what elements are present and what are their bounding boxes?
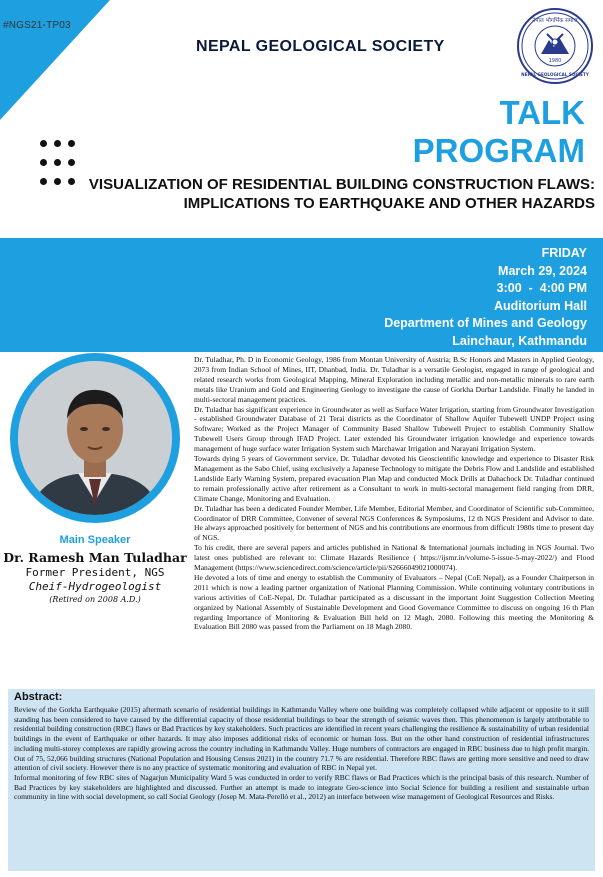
talk-line-2: PROGRAM bbox=[412, 132, 585, 169]
event-details bbox=[384, 245, 587, 350]
society-seal-icon bbox=[517, 8, 593, 84]
event-day: FRIDAY bbox=[541, 246, 587, 260]
abstract-paragraph: Review of the Gorkha Earthquake (2015) aftermath scenario of residential buildings in Kathmandu Valley where one building was completely collapsed while adjacent or opposite to it still standing has been considered to have caused by the differential capacity of those residential buildings to bear the strength of seismic waves then. This phenomenon is largely attributable to residential building construction (RBC) flaws or Bad Practices by key stakeholders. Such practices are identified in recent years challenging the resilience & sustainability of urban residential buildings in the event of Earthquake or other hazards. It may also imposes additional risks of economic or human loss. But on the other hand construction of residential infrastructures including multi-storey complexes are rapidly growing across the country including in Kathmandu Valley. Huge numbers of contractors are engaged in RBC business due to high profit margin. Out of 75, 52,066 building structures (National Population and Housing Census 2021) in the country 71.7 % are residential. Therefore RBC flaws are getting more sensitive and need to draw attention of civil society. However there is no any practice of systematic monitoring and evaluation of RBC in Nepal yet. bbox=[14, 705, 589, 773]
corner-accent bbox=[0, 0, 110, 120]
dot bbox=[54, 140, 61, 147]
poster-tag: #NGS21-TP03 bbox=[3, 20, 71, 31]
abstract-heading: Abstract: bbox=[14, 691, 63, 703]
organization-name: NEPAL GEOLOGICAL SOCIETY bbox=[196, 38, 445, 55]
dot bbox=[68, 140, 75, 147]
bio-paragraph: Dr. Tuladhar has been a dedicated Founder Member, Life Member, Editorial Member, and Coordinator of Scientific sub-Committee, Coordinator of DRR Committee, Convener of several NGS Conferences & Symposiums, 12 th NGS President and Advisor to date. He always approached positively for betterment of NGS and his contributions are enormous from difficult 1980s time to present day of NGS. bbox=[194, 503, 594, 543]
speaker-name: Dr. Ramesh Man Tuladhar bbox=[3, 550, 187, 565]
bio-paragraph: He devoted a lots of time and energy to establish the Community of Evaluators – Nepal (CoE Nepal), as a Founder Chairperson in 2011 which is now a leading partner organization of National Planning Commission. While continuing voluntary contributions in various activities of CoE-Nepal, Dr. Tuladhar participated as a discussant in the important Joint Suggestion Collection Meeting organized by National Assembly of Sustainable Development and Good Governance Committee to discuss on ongoing 16 th Plan regarding Importance of Monitoring & Evaluation Bill held on 12 Magh, 2080. Following this meeting the Monitoring & Evaluation Bill 2080 was passed from the Parliament on 18 Magh 2080. bbox=[194, 572, 594, 632]
event-time: 3:00 - 4:00 PM bbox=[496, 281, 587, 295]
talk-title bbox=[70, 175, 595, 213]
speaker-photo bbox=[18, 361, 172, 515]
speaker-block bbox=[0, 534, 190, 604]
event-department: Department of Mines and Geology bbox=[384, 316, 587, 330]
dot bbox=[68, 159, 75, 166]
main-speaker-label: Main Speaker bbox=[59, 534, 131, 546]
speaker-role-2: Cheif-Hydrogeologist bbox=[28, 580, 162, 593]
seal-bottom-text: NEPAL GEOLOGICAL SOCIETY bbox=[521, 72, 589, 77]
event-venue: Auditorium Hall bbox=[493, 298, 587, 313]
bio-paragraph: Dr. Tuladhar has significant experience in Groundwater as well as Surface Water Irrigation, starting from Groundwater Investigation - established Groundwater Database of 21 Terai districts as the Coordinator of Shallow Aquifer Tubewell UNDP Project using Software; Worked as the Project Manager of Community Based Shallow Tubewell Project to establish Community Shallow Tubewell Users Group through IFAD Project. Later extended his Groundwater irrigation knowledge and experience towards management of huge surface water Irrigation System such Marchawar Irrigation and Narayani Irrigation System. bbox=[194, 404, 594, 454]
abstract-paragraph: Informal monitoring of few RBC sites of Nagarjun Municipality Ward 5 was conducted in order to verify RBC flaws or Bad Practices which is the principal basis of this research. Number of Bad Practices by key stakeholders are highlighted and discussed. Further an attempt is made to integrate Geo-science into Social Science for building a resilient and sustainable urban community in line with social development, so call Social Geology (Josep M. Mata-Perelló et al., 2012) an interface between wise management of Geological Resources and Risks. bbox=[14, 772, 589, 802]
dot bbox=[40, 178, 47, 185]
talk-title-line-2: IMPLICATIONS TO EARTHQUAKE AND OTHER HAZARDS bbox=[183, 195, 595, 212]
dot bbox=[40, 140, 47, 147]
speaker-role-1: Former President, NGS bbox=[25, 566, 165, 579]
event-date: March 29, 2024 bbox=[498, 263, 587, 278]
seal-graphic bbox=[519, 10, 591, 82]
speaker-note: (Retired on 2008 A.D.) bbox=[49, 595, 141, 604]
dot bbox=[54, 159, 61, 166]
talk-program-heading bbox=[413, 94, 585, 170]
seal-year: 1980 bbox=[548, 58, 562, 64]
bio-paragraph: Dr. Tuladhar, Ph. D in Economic Geology, 1986 from Montan University of Austria; B.Sc Honors and Masters in Applied Geology, 2073 from Indian School of Mines, IIT, Dhanbad, India. Dr. Tuladhar is a versatile Geologist, engaged in range of geological and related research works from Geological Mapping, Mineral Exploration including metallic and non-metallic minerals to rare earth metals like Uranium and Gold and Engineering Geology to investigate the cause of Gorkha Durbar Landslide. Finally he landed in multi-sectoral management practices. bbox=[194, 355, 594, 404]
dot bbox=[54, 178, 61, 185]
talk-line-1: TALK bbox=[499, 94, 585, 131]
dot bbox=[40, 159, 47, 166]
bio-paragraph: To his credit, there are several papers and articles published in National & International journals including in NGS Journal. Two latest ones published are relevant to: Climate Hazards Resilience ( https://ijsmr.in/volume-5-issue-5-may-2022/) and Flood Management (https://www.sciencedirect.com/science/article/pii/S2666049021000074). bbox=[194, 543, 594, 573]
event-location: Lainchaur, Kathmandu bbox=[452, 333, 587, 348]
abstract-box bbox=[8, 689, 595, 871]
event-info-band bbox=[0, 238, 603, 352]
speaker-biography bbox=[194, 355, 594, 632]
abstract-text bbox=[14, 705, 589, 802]
talk-title-line-1: VISUALIZATION OF RESIDENTIAL BUILDING CONSTRUCTION FLAWS: bbox=[88, 176, 595, 193]
bio-paragraph: Towards dying 5 years of Government service, Dr. Tuladhar devoted his Geoscientific knowledge and experience to Disaster Risk Management as the Sabo Chief, using exclusively a Japanese Technology to mitigate the Debris Flow and Landslide and established Landslide Early Warning System, prepared evacuation Plan Map and conducted Mock Drills at Dahachock Dr. Tuladhar continued to remain professionally active after retirement as a Consultant to work in multi-sectoral management field ranging from DRR, Climate Change, Monitoring and Evaluation. bbox=[194, 454, 594, 503]
speaker-portrait-graphic bbox=[18, 361, 172, 515]
seal-top-text: नेपाल भौगर्भिक समाज bbox=[532, 18, 578, 24]
